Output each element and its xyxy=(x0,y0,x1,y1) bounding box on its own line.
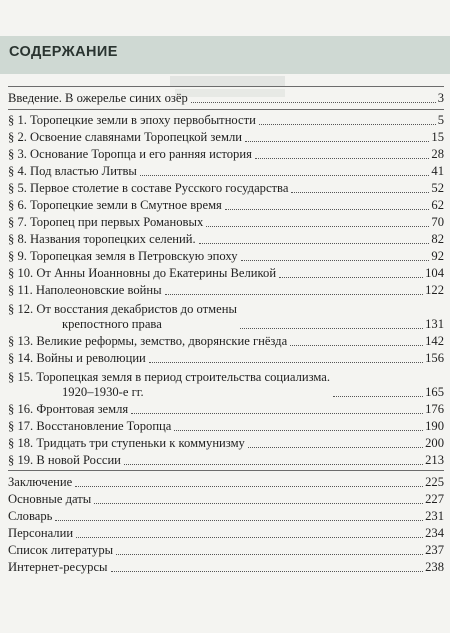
toc-entry xyxy=(8,111,444,128)
toc-entry-page: 3 xyxy=(437,91,444,105)
toc-entry-page: 15 xyxy=(431,130,444,144)
toc-entry-page: 142 xyxy=(425,334,444,348)
toc-entry-title: Словарь xyxy=(8,509,53,523)
dot-leader xyxy=(240,328,423,329)
dot-leader xyxy=(174,430,423,431)
dot-leader xyxy=(94,503,423,504)
toc-entry xyxy=(8,179,444,196)
toc-entry-title: § 17. Восстановление Торопца xyxy=(8,419,172,433)
page-title: СОДЕРЖАНИЕ xyxy=(9,44,118,60)
toc-entry xyxy=(8,400,444,417)
toc-entry xyxy=(8,541,444,558)
toc-entry-page: 52 xyxy=(431,181,444,195)
dot-leader xyxy=(124,464,423,465)
toc-entry-page: 104 xyxy=(425,266,444,280)
dot-leader xyxy=(111,571,424,572)
toc-entry-page: 41 xyxy=(431,164,444,178)
toc-entry-title: Основные даты xyxy=(8,492,92,506)
toc-entry-title xyxy=(8,370,330,400)
toc-entry-page: 5 xyxy=(437,113,444,127)
toc-entry-title: § 11. Наполеоновские войны xyxy=(8,283,162,297)
toc-entry xyxy=(8,89,444,106)
dot-leader xyxy=(191,102,436,103)
dot-leader xyxy=(290,345,423,346)
toc-entry-page: 28 xyxy=(431,147,444,161)
toc-entry-title xyxy=(8,302,237,332)
toc-entry-page: 190 xyxy=(425,419,444,433)
divider xyxy=(8,470,444,471)
toc-entry xyxy=(8,434,444,451)
toc-entry-page: 227 xyxy=(425,492,444,506)
show-through-text xyxy=(170,76,285,86)
toc-entry-page: 213 xyxy=(425,453,444,467)
toc-entry-title-line2: крепостного права xyxy=(62,317,162,331)
dot-leader xyxy=(241,260,430,261)
dot-leader xyxy=(149,362,423,363)
dot-leader xyxy=(55,520,423,521)
toc-entry-page: 92 xyxy=(431,249,444,263)
toc-entry-title: Введение. В ожерелье синих озёр xyxy=(8,91,188,105)
toc-entry-page: 200 xyxy=(425,436,444,450)
toc-entry-title: § 4. Под властью Литвы xyxy=(8,164,137,178)
toc-entry xyxy=(8,196,444,213)
dot-leader xyxy=(131,413,423,414)
toc-entry xyxy=(8,507,444,524)
toc-entry-title: § 7. Торопец при первых Романовых xyxy=(8,215,204,229)
toc-entry xyxy=(8,451,444,468)
toc-entry-title: § 8. Названия торопецких селений. xyxy=(8,232,196,246)
toc-entry xyxy=(8,247,444,264)
toc-entry-page: 165 xyxy=(425,385,444,399)
toc-entry-page: 62 xyxy=(431,198,444,212)
toc-entry-title: Заключение xyxy=(8,475,73,489)
toc-entry xyxy=(8,473,444,490)
dot-leader xyxy=(279,277,423,278)
toc-entry-title: § 5. Первое столетие в составе Русского государства xyxy=(8,181,289,195)
contents-header xyxy=(0,36,450,74)
toc-entry xyxy=(8,213,444,230)
toc-entry-title: § 19. В новой России xyxy=(8,453,121,467)
toc-entry-page: 156 xyxy=(425,351,444,365)
toc-entry-title: § 14. Войны и революции xyxy=(8,351,146,365)
dot-leader xyxy=(165,294,423,295)
toc-entry-title: § 1. Торопецкие земли в эпоху первобытности xyxy=(8,113,256,127)
dot-leader xyxy=(291,192,429,193)
toc-entry xyxy=(8,490,444,507)
toc-entry xyxy=(8,230,444,247)
dot-leader xyxy=(199,243,430,244)
dot-leader xyxy=(225,209,430,210)
toc-entry-title-line1: § 12. От восстания декабристов до отмены xyxy=(8,302,237,316)
dot-leader xyxy=(75,486,423,487)
toc-entry xyxy=(8,128,444,145)
toc-entry xyxy=(8,349,444,366)
toc-entry xyxy=(8,264,444,281)
toc-entry xyxy=(8,162,444,179)
toc-entry-page: 176 xyxy=(425,402,444,416)
toc-entry-page: 234 xyxy=(425,526,444,540)
toc-entry-title: § 6. Торопецкие земли в Смутное время xyxy=(8,198,222,212)
toc-entry xyxy=(8,298,444,332)
toc-entry-page: 237 xyxy=(425,543,444,557)
toc-entry xyxy=(8,145,444,162)
divider-top xyxy=(8,86,444,87)
dot-leader xyxy=(116,554,423,555)
toc-entry-title: § 16. Фронтовая земля xyxy=(8,402,129,416)
toc-entry xyxy=(8,524,444,541)
toc-entry-title: Персоналии xyxy=(8,526,74,540)
toc-entry-title: § 2. Освоение славянами Торопецкой земли xyxy=(8,130,242,144)
toc-entry-page: 231 xyxy=(425,509,444,523)
toc-entry-page: 70 xyxy=(431,215,444,229)
toc-entry xyxy=(8,366,444,400)
dot-leader xyxy=(248,447,423,448)
dot-leader xyxy=(245,141,429,142)
dot-leader xyxy=(333,396,423,397)
dot-leader xyxy=(76,537,423,538)
toc-entry-page: 82 xyxy=(431,232,444,246)
toc-entry-page: 122 xyxy=(425,283,444,297)
toc-entry-title-line2: 1920–1930-е гг. xyxy=(62,385,144,399)
dot-leader xyxy=(140,175,430,176)
dot-leader xyxy=(255,158,430,159)
toc-entry-title: § 3. Основание Торопца и его ранняя история xyxy=(8,147,252,161)
toc-entry-title-line1: § 15. Торопецкая земля в период строительства социализма. xyxy=(8,370,331,384)
toc-entry-title: Список литературы xyxy=(8,543,114,557)
divider xyxy=(8,109,444,110)
toc-entry-title: Интернет-ресурсы xyxy=(8,560,108,574)
toc-entry xyxy=(8,558,444,575)
dot-leader xyxy=(206,226,429,227)
toc-entry-page: 225 xyxy=(425,475,444,489)
toc-entry-page: 238 xyxy=(425,560,444,574)
toc-entry-title: § 9. Торопецкая земля в Петровскую эпоху xyxy=(8,249,238,263)
toc-entry xyxy=(8,417,444,434)
toc-entry-title: § 18. Тридцать три ступеньки к коммунизму xyxy=(8,436,245,450)
toc-entry-title: § 10. От Анны Иоанновны до Екатерины Великой xyxy=(8,266,277,280)
toc-entry xyxy=(8,281,444,298)
dot-leader xyxy=(259,124,436,125)
toc-entry-page: 131 xyxy=(425,317,444,331)
toc-entry xyxy=(8,332,444,349)
toc-entry-title: § 13. Великие реформы, земство, дворянские гнёзда xyxy=(8,334,288,348)
